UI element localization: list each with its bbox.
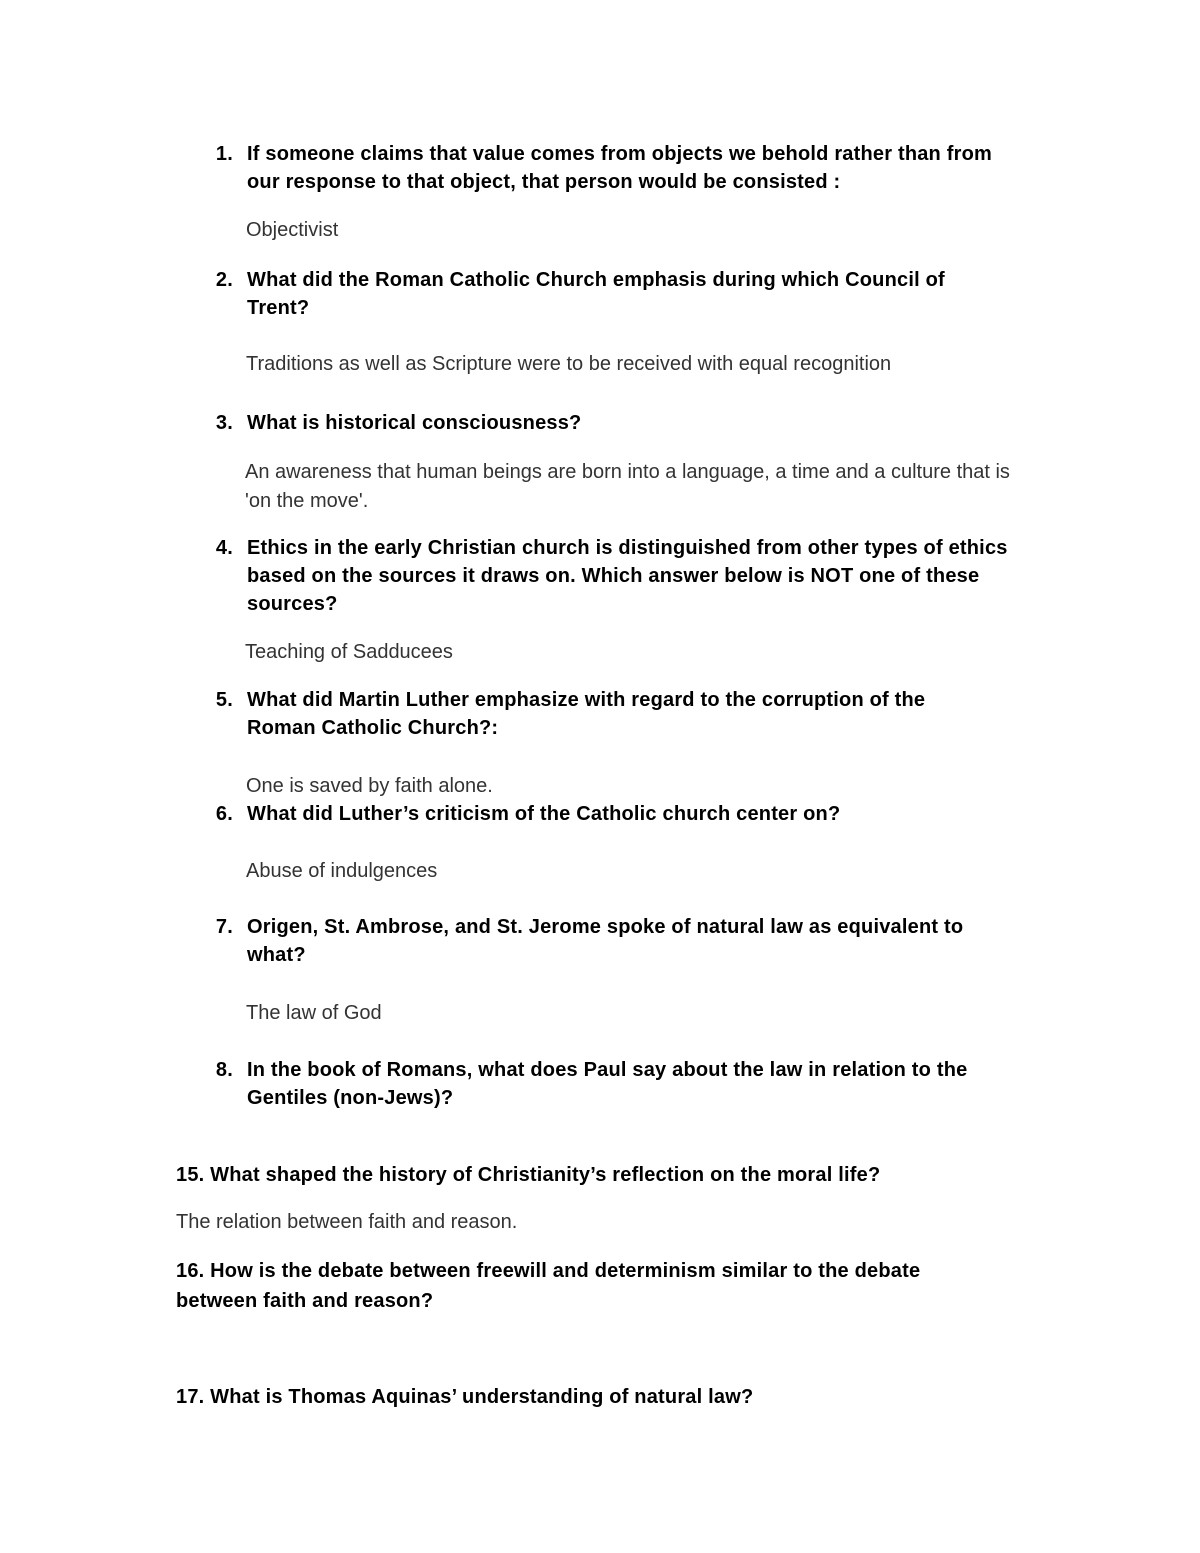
answer-5: One is saved by faith alone. xyxy=(246,775,493,797)
question-number: 6. xyxy=(215,803,233,825)
question-number: 4. xyxy=(215,537,233,559)
question-17: 17. What is Thomas Aquinas’ understanding of natural law? xyxy=(176,1386,754,1408)
question-text: What did the Roman Catholic Church emphasis during which Council of Trent? xyxy=(247,269,945,319)
question-number: 1. xyxy=(215,143,233,165)
answer-3: An awareness that human beings are born into a language, a time and a culture that is 'on the move'. xyxy=(245,461,1010,512)
question-text: Ethics in the early Christian church is distinguished from other types of ethics based on the sources it draws on. Which answer below is NOT one of these sources? xyxy=(247,537,1008,615)
answer-7: The law of God xyxy=(246,1002,382,1024)
question-number: 7. xyxy=(215,916,233,938)
question-text: What did Martin Luther emphasize with regard to the corruption of the Roman Catholic Church?: xyxy=(247,689,926,739)
question-text: Origen, St. Ambrose, and St. Jerome spoke of natural law as equivalent to what? xyxy=(247,916,964,966)
answer-6: Abuse of indulgences xyxy=(246,860,438,882)
question-text: In the book of Romans, what does Paul say about the law in relation to the Gentiles (non-Jews)? xyxy=(247,1059,968,1109)
question-number: 2. xyxy=(215,269,233,291)
question-16: 16. How is the debate between freewill and determinism similar to the debate between faith and reason? xyxy=(176,1260,921,1312)
question-15: 15. What shaped the history of Christianity’s reflection on the moral life? xyxy=(176,1164,881,1186)
question-text: What is historical consciousness? xyxy=(247,412,582,434)
question-text: What did Luther’s criticism of the Catholic church center on? xyxy=(247,803,841,825)
answer-15: The relation between faith and reason. xyxy=(176,1211,518,1233)
answer-4: Teaching of Sadducees xyxy=(245,641,453,663)
question-number: 3. xyxy=(215,412,233,434)
question-number: 5. xyxy=(215,689,233,711)
answer-2: Traditions as well as Scripture were to be received with equal recognition xyxy=(246,353,892,375)
answer-1: Objectivist xyxy=(246,219,339,241)
question-text: If someone claims that value comes from objects we behold rather than from our response to that object, that person would be consisted : xyxy=(247,143,992,193)
question-number: 8. xyxy=(215,1059,233,1081)
